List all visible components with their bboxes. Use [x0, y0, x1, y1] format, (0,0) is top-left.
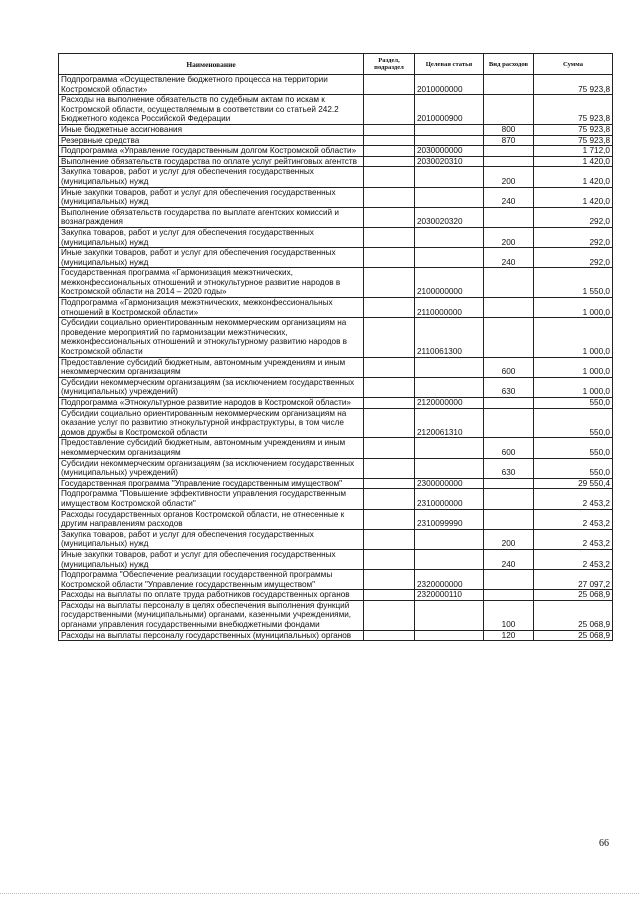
- table-row: [59, 630, 613, 641]
- cell-target: 2030020310: [415, 156, 484, 167]
- cell-name: Резервные средства: [59, 135, 364, 146]
- cell-target: [415, 187, 484, 207]
- cell-razdel: [364, 187, 415, 207]
- cell-vid: 600: [484, 438, 534, 458]
- cell-sum: 75 923,8: [534, 124, 613, 135]
- cell-razdel: [364, 135, 415, 146]
- cell-sum: 550,0: [534, 408, 613, 438]
- cell-razdel: [364, 268, 415, 298]
- table-row: [59, 135, 613, 146]
- table-row: [59, 489, 613, 509]
- table-row: [59, 227, 613, 247]
- cell-target: 2010000000: [415, 75, 484, 95]
- cell-target: [415, 529, 484, 549]
- cell-razdel: [364, 438, 415, 458]
- cell-razdel: [364, 590, 415, 601]
- cell-target: [415, 135, 484, 146]
- cell-razdel: [364, 95, 415, 125]
- cell-sum: 27 097,2: [534, 570, 613, 590]
- cell-name: Подпрограмма "Повышение эффективности управления государственным имуществом Костромской области": [59, 489, 364, 509]
- cell-razdel: [364, 298, 415, 318]
- cell-target: [415, 458, 484, 478]
- cell-sum: 25 068,9: [534, 590, 613, 601]
- cell-sum: 292,0: [534, 248, 613, 268]
- cell-target: [415, 167, 484, 187]
- cell-name: Подпрограмма «Гармонизация межэтнических, межконфессиональных отношений в Костромской области»: [59, 298, 364, 318]
- cell-target: 2110061300: [415, 318, 484, 357]
- table-row: [59, 124, 613, 135]
- cell-target: 2100000000: [415, 268, 484, 298]
- cell-sum: 1 712,0: [534, 146, 613, 157]
- cell-sum: 550,0: [534, 438, 613, 458]
- table-row: [59, 590, 613, 601]
- cell-target: 2110000000: [415, 298, 484, 318]
- cell-target: [415, 357, 484, 377]
- cell-razdel: [364, 529, 415, 549]
- cell-vid: [484, 398, 534, 409]
- cell-target: 2320000000: [415, 570, 484, 590]
- cell-target: [415, 377, 484, 397]
- cell-target: 2310000000: [415, 489, 484, 509]
- cell-vid: [484, 146, 534, 157]
- cell-name: Закупка товаров, работ и услуг для обеспечения государственных (муниципальных) нужд: [59, 167, 364, 187]
- cell-name: Подпрограмма «Осуществление бюджетного процесса на территории Костромской области»: [59, 75, 364, 95]
- cell-target: 2030000000: [415, 146, 484, 157]
- cell-name: Расходы на выплаты персоналу государственных (муниципальных) органов: [59, 630, 364, 641]
- cell-name: Выполнение обязательств государства по выплате агентских комиссий и вознаграждения: [59, 207, 364, 227]
- cell-sum: 29 550,4: [534, 478, 613, 489]
- cell-sum: 1 000,0: [534, 357, 613, 377]
- cell-vid: 200: [484, 529, 534, 549]
- table-body: [59, 75, 613, 641]
- cell-vid: [484, 489, 534, 509]
- cell-vid: 240: [484, 549, 534, 569]
- cell-name: Подпрограмма "Обеспечение реализации государственной программы Костромской области "Управление государственным имуществом": [59, 570, 364, 590]
- page-number: 66: [599, 838, 609, 849]
- cell-name: Расходы на выплаты по оплате труда работников государственных органов: [59, 590, 364, 601]
- cell-razdel: [364, 600, 415, 630]
- cell-name: Иные бюджетные ассигнования: [59, 124, 364, 135]
- cell-target: 2320000110: [415, 590, 484, 601]
- cell-vid: [484, 207, 534, 227]
- table-row: [59, 398, 613, 409]
- table-row: [59, 95, 613, 125]
- cell-sum: 292,0: [534, 227, 613, 247]
- cell-sum: 1 550,0: [534, 268, 613, 298]
- cell-name: Расходы на выполнение обязательств по судебным актам по искам к Костромской области, осуществляемым в соответствии со статьей 242.2 Бюджетного кодекса Российской Федерации: [59, 95, 364, 125]
- table-row: [59, 377, 613, 397]
- cell-sum: 25 068,9: [534, 600, 613, 630]
- cell-target: 2030020320: [415, 207, 484, 227]
- cell-razdel: [364, 630, 415, 641]
- budget-table: [58, 53, 613, 641]
- cell-target: [415, 438, 484, 458]
- cell-vid: 240: [484, 248, 534, 268]
- cell-sum: 75 923,8: [534, 95, 613, 125]
- scan-edge: [0, 893, 639, 897]
- table-row: [59, 357, 613, 377]
- cell-razdel: [364, 207, 415, 227]
- cell-name: Иные закупки товаров, работ и услуг для обеспечения государственных (муниципальных) нужд: [59, 549, 364, 569]
- cell-name: Расходы на выплаты персоналу в целях обеспечения выполнения функций государственными (муниципальными) органами, казенными учреждениями, органами управления государственными внебюджетными фондами: [59, 600, 364, 630]
- cell-razdel: [364, 357, 415, 377]
- cell-razdel: [364, 318, 415, 357]
- table-header: [59, 54, 613, 75]
- cell-razdel: [364, 458, 415, 478]
- table-row: [59, 570, 613, 590]
- cell-target: [415, 549, 484, 569]
- cell-vid: 600: [484, 357, 534, 377]
- cell-target: [415, 227, 484, 247]
- cell-name: Расходы государственных органов Костромской области, не отнесенные к другим направлениям расходов: [59, 509, 364, 529]
- cell-name: Предоставление субсидий бюджетным, автономным учреждениям и иным некоммерческим организациям: [59, 357, 364, 377]
- header-name: Наименование: [59, 54, 364, 75]
- cell-name: Государственная программа "Управление государственным имуществом": [59, 478, 364, 489]
- cell-razdel: [364, 156, 415, 167]
- cell-target: [415, 600, 484, 630]
- cell-sum: 2 453,2: [534, 549, 613, 569]
- cell-name: Подпрограмма «Этнокультурное развитие народов в Костромской области»: [59, 398, 364, 409]
- table-row: [59, 458, 613, 478]
- cell-vid: [484, 509, 534, 529]
- cell-target: 2120000000: [415, 398, 484, 409]
- cell-razdel: [364, 146, 415, 157]
- cell-vid: 630: [484, 458, 534, 478]
- cell-razdel: [364, 227, 415, 247]
- cell-sum: 1 420,0: [534, 156, 613, 167]
- cell-vid: [484, 268, 534, 298]
- cell-vid: 630: [484, 377, 534, 397]
- cell-name: Иные закупки товаров, работ и услуг для обеспечения государственных (муниципальных) нужд: [59, 248, 364, 268]
- cell-vid: [484, 156, 534, 167]
- table-row: [59, 146, 613, 157]
- table-row: [59, 75, 613, 95]
- header-target: Целевая статья: [415, 54, 484, 75]
- cell-razdel: [364, 124, 415, 135]
- table-row: [59, 248, 613, 268]
- cell-vid: 800: [484, 124, 534, 135]
- cell-vid: [484, 570, 534, 590]
- cell-sum: 550,0: [534, 458, 613, 478]
- cell-sum: 75 923,8: [534, 135, 613, 146]
- cell-target: 2300000000: [415, 478, 484, 489]
- cell-vid: [484, 408, 534, 438]
- cell-razdel: [364, 248, 415, 268]
- cell-razdel: [364, 408, 415, 438]
- cell-name: Закупка товаров, работ и услуг для обеспечения государственных (муниципальных) нужд: [59, 227, 364, 247]
- cell-sum: 1 000,0: [534, 318, 613, 357]
- table-row: [59, 167, 613, 187]
- cell-vid: 240: [484, 187, 534, 207]
- cell-name: Иные закупки товаров, работ и услуг для обеспечения государственных (муниципальных) нужд: [59, 187, 364, 207]
- cell-sum: 1 000,0: [534, 298, 613, 318]
- cell-sum: 2 453,2: [534, 529, 613, 549]
- cell-razdel: [364, 75, 415, 95]
- cell-name: Предоставление субсидий бюджетным, автономным учреждениям и иным некоммерческим организациям: [59, 438, 364, 458]
- cell-target: [415, 124, 484, 135]
- cell-sum: 1 420,0: [534, 167, 613, 187]
- cell-vid: [484, 95, 534, 125]
- cell-sum: 25 068,9: [534, 630, 613, 641]
- table-row: [59, 298, 613, 318]
- cell-vid: [484, 590, 534, 601]
- cell-vid: 870: [484, 135, 534, 146]
- cell-razdel: [364, 489, 415, 509]
- cell-razdel: [364, 570, 415, 590]
- cell-sum: 2 453,2: [534, 489, 613, 509]
- table-row: [59, 529, 613, 549]
- cell-razdel: [364, 509, 415, 529]
- cell-sum: 75 923,8: [534, 75, 613, 95]
- cell-vid: 120: [484, 630, 534, 641]
- cell-target: 2010000900: [415, 95, 484, 125]
- table-row: [59, 549, 613, 569]
- cell-target: [415, 630, 484, 641]
- cell-target: [415, 248, 484, 268]
- cell-target: 2310099990: [415, 509, 484, 529]
- table-row: [59, 509, 613, 529]
- cell-sum: 292,0: [534, 207, 613, 227]
- cell-target: 2120061310: [415, 408, 484, 438]
- cell-name: Субсидии социально ориентированным некоммерческим организациям на проведение мероприятий по гармонизации межэтнических, межконфессиональных отношений и этнокультурному развитию народов в Костромской области: [59, 318, 364, 357]
- cell-name: Государственная программа «Гармонизация межэтнических, межконфессиональных отношений и этнокультурное развитие народов в Костромской области на 2014 – 2020 годы»: [59, 268, 364, 298]
- cell-name: Субсидии некоммерческим организациям (за исключением государственных (муниципальных) учреждений): [59, 458, 364, 478]
- table-row: [59, 478, 613, 489]
- cell-vid: [484, 298, 534, 318]
- header-razdel: Раздел, подраздел: [364, 54, 415, 75]
- cell-razdel: [364, 478, 415, 489]
- header-sum: Сумма: [534, 54, 613, 75]
- cell-vid: [484, 75, 534, 95]
- table-row: [59, 438, 613, 458]
- cell-name: Субсидии некоммерческим организациям (за исключением государственных (муниципальных) учреждений): [59, 377, 364, 397]
- cell-name: Выполнение обязательств государства по оплате услуг рейтинговых агентств: [59, 156, 364, 167]
- cell-razdel: [364, 167, 415, 187]
- cell-name: Закупка товаров, работ и услуг для обеспечения государственных (муниципальных) нужд: [59, 529, 364, 549]
- table-row: [59, 268, 613, 298]
- cell-vid: [484, 478, 534, 489]
- table-row: [59, 408, 613, 438]
- cell-name: Подпрограмма «Управление государственным долгом Костромской области»: [59, 146, 364, 157]
- cell-vid: 200: [484, 227, 534, 247]
- cell-sum: 2 453,2: [534, 509, 613, 529]
- cell-razdel: [364, 377, 415, 397]
- table-row: [59, 156, 613, 167]
- cell-razdel: [364, 398, 415, 409]
- header-vid: Вид расходов: [484, 54, 534, 75]
- cell-vid: 100: [484, 600, 534, 630]
- table-row: [59, 207, 613, 227]
- cell-sum: 1 420,0: [534, 187, 613, 207]
- table-row: [59, 318, 613, 357]
- cell-name: Субсидии социально ориентированным некоммерческим организациям на оказание услуг по развитию этнокультурной инфраструктуры, в том числе домов дружбы в Костромской области: [59, 408, 364, 438]
- cell-vid: [484, 318, 534, 357]
- cell-razdel: [364, 549, 415, 569]
- cell-vid: 200: [484, 167, 534, 187]
- cell-sum: 550,0: [534, 398, 613, 409]
- cell-sum: 1 000,0: [534, 377, 613, 397]
- table-row: [59, 187, 613, 207]
- table-row: [59, 600, 613, 630]
